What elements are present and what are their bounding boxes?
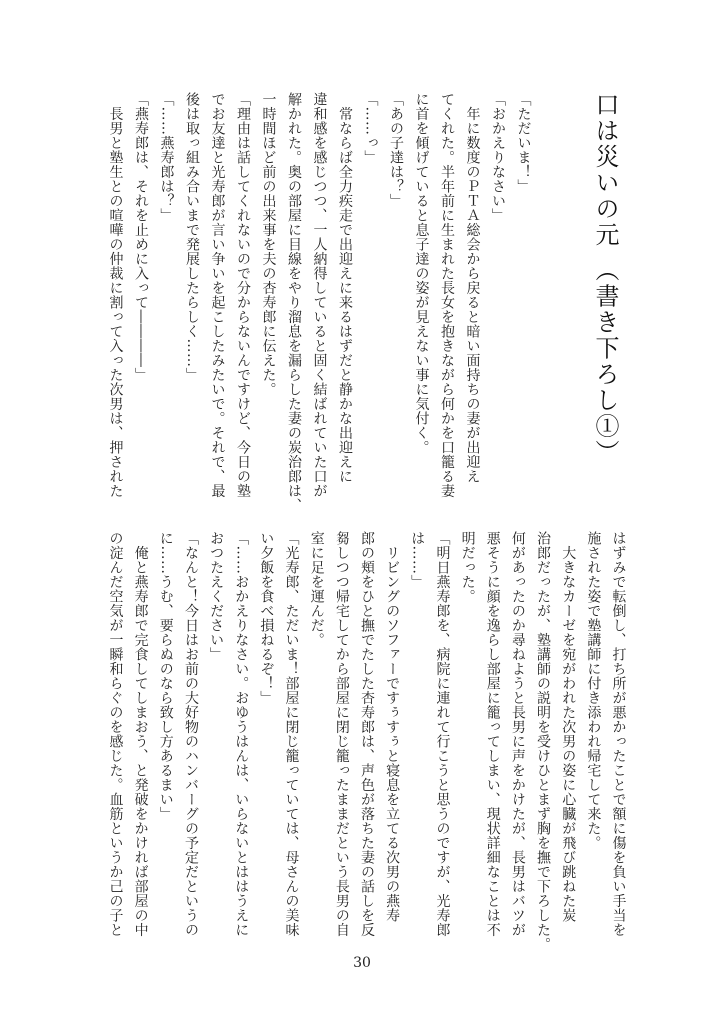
- text-column: 「燕寿郎は、それを止めに入って――――」: [133, 92, 149, 382]
- text-column: に首を傾げていると息子達の姿が見えない事に気付く。: [413, 92, 430, 455]
- text-column: 治郎だったが、塾講師の説明を受けひとまず胸を撫で下ろした。: [535, 531, 552, 952]
- text-column: 郎の頬をひと撫でたした杏寿郎は、声色が落ちた妻の話しを反: [359, 531, 375, 937]
- text-column: い夕飯を食べ損ねるぞ！」: [258, 531, 275, 705]
- text-column: 「あの子達は？」: [388, 92, 404, 208]
- text-column: 大きなカーゼを宛がわれた次男の姿に心臓が飛び跳ねた炭: [560, 531, 577, 923]
- text-column: 常ならば全力疾走で出迎えに来るはずだと静かな出迎えに: [337, 92, 353, 484]
- text-column: 室に足を運んだ。: [308, 531, 325, 647]
- text-column: 施された姿で塾講師に付き添われ帰宅して来た。: [585, 531, 602, 850]
- text-column: 「おかえりなさい」: [490, 92, 506, 223]
- text-column: 「ただいま！」: [515, 92, 532, 194]
- text-column: てくれた。半年前に生まれた長女を抱きながら何かを口籠る妻: [439, 92, 455, 498]
- text-column: 明だった。: [459, 531, 476, 604]
- text-column: 長男と塾生との喧嘩の仲裁に割って入った次男は、押された: [107, 92, 124, 498]
- text-column: 「……おかえりなさい。おゆうはんは、いらないとははうえに: [233, 531, 250, 937]
- text-column: 悪そうに顔を逸らし部屋に籠ってしまい、現状詳細なことは不: [484, 531, 501, 937]
- text-column: の淀んだ空気が一瞬和らぐのを感じた。血筋というか己の子と: [107, 531, 124, 937]
- text-column: 解かれた。奥の部屋に目線をやり溜息を漏らした妻の炭治郎は、: [286, 92, 302, 513]
- text-column: 芻しつつ帰宅してから部屋に閉じ籠ったままだという長男の自: [333, 531, 350, 937]
- text-column: はずみで転倒し、打ち所が悪かったことで額に傷を負い手当を: [610, 531, 627, 937]
- text-column: 俺と燕寿郎で完食してしまおう、と発破をかければ部屋の中: [132, 531, 149, 937]
- chapter-title: 口は災いの元 （書き下ろし①）: [591, 92, 619, 466]
- text-column: 「……っ」: [362, 92, 379, 165]
- text-column: でお友達と光寿郎が言い争いを起こしたみたいで。それで、最: [209, 92, 226, 498]
- text-column: 何があったのか尋ねようと長男に声をかけたが、長男はバツが: [509, 531, 526, 937]
- text-column: 違和感を感じつつ、一人納得していると固く結ばれていた口が: [311, 92, 328, 498]
- text-column: は……」: [409, 531, 426, 589]
- text-column: 「光寿郎、ただいま！部屋に閉じ籠っていては、母さんの美味: [283, 531, 300, 937]
- text-column: 「理由は話してくれないので分からないんですけど、今日の塾: [235, 92, 251, 498]
- text-column: 一時間ほど前の出来事を夫の杏寿郎に伝えた。: [260, 92, 277, 397]
- text-column: リビングのソファーですぅすぅと寝息を立てる次男の燕寿: [384, 531, 401, 923]
- text-column: 年に数度のＰＴＡ総会から戻ると暗い面持ちの妻が出迎え: [464, 92, 481, 484]
- text-column: 「なんと！今日はお前の大好物のハンバーグの予定だというの: [182, 531, 199, 937]
- text-column: に……うむ、要らぬのなら致し方あるまい」: [157, 531, 174, 821]
- text-column: 「明日燕寿郎を、病院に連れて行こうと思うのですが、光寿郎: [434, 531, 451, 937]
- text-column: 後は取っ組み合いまで発展したらしく……」: [184, 92, 200, 382]
- text-column: 「……燕寿郎は？」: [158, 92, 175, 223]
- page-number: 30: [353, 955, 371, 971]
- text-column: おつたえください」: [208, 531, 225, 662]
